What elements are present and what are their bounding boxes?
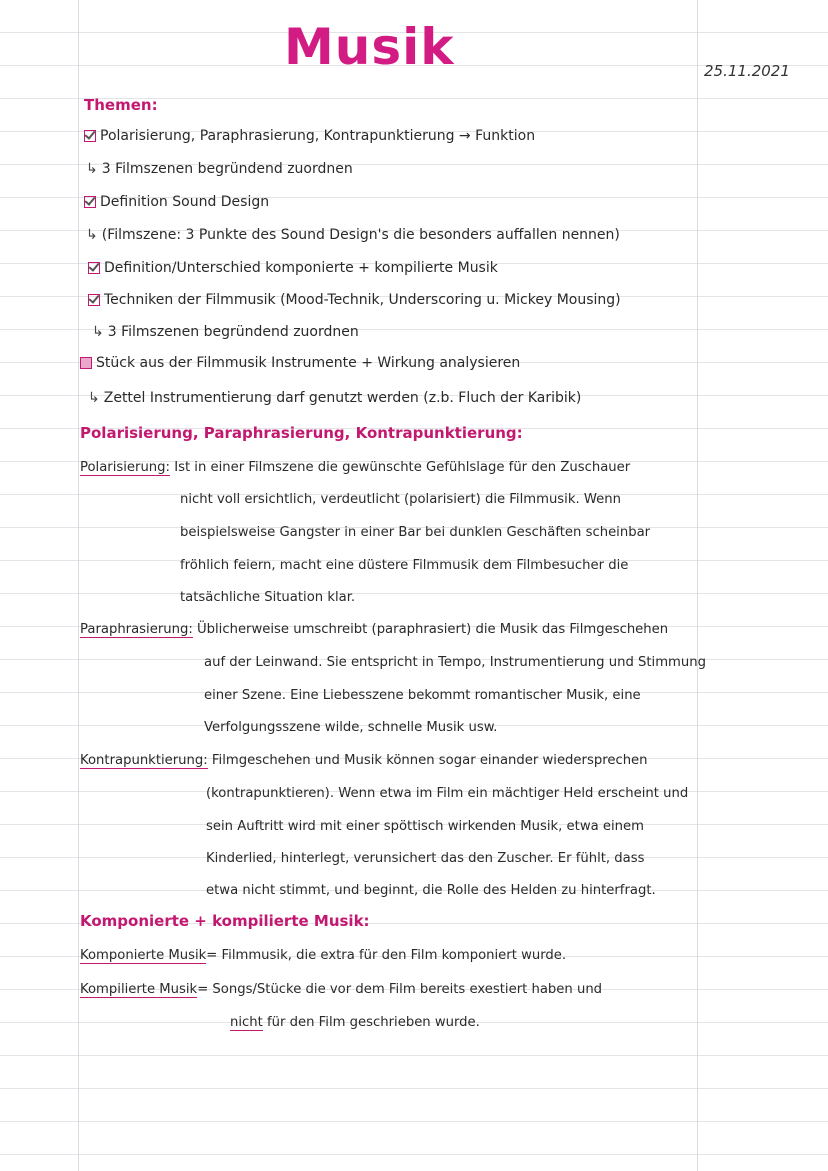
definition-line: Polarisierung: Ist in einer Filmszene die gewünschte Gefühlslage für den Zuschauer bbox=[80, 460, 631, 475]
definition-line: beispielsweise Gangster in einer Bar bei dunklen Geschäften scheinbar bbox=[180, 525, 651, 540]
themen-item: ↳ 3 Filmszenen begründend zuordnen bbox=[86, 161, 353, 177]
definition-line: Kinderlied, hinterlegt, verunsichert das den Zuscher. Er fühlt, dass bbox=[206, 851, 645, 866]
themen-item: Definition Sound Design bbox=[84, 194, 269, 210]
themen-heading: Themen: bbox=[84, 96, 158, 114]
themen-item: Definition/Unterschied komponierte + kompilierte Musik bbox=[88, 260, 498, 276]
arrow-return-icon: ↳ bbox=[88, 390, 100, 406]
checkbox-checked-icon bbox=[84, 130, 96, 142]
themen-item: ↳ Zettel Instrumentierung darf genutzt werden (z.b. Fluch der Karibik) bbox=[88, 390, 582, 406]
themen-item: ↳ (Filmszene: 3 Punkte des Sound Design's die besonders auffallen nennen) bbox=[86, 227, 620, 243]
checkbox-checked-icon bbox=[84, 196, 96, 208]
definition-line: auf der Leinwand. Sie entspricht in Tempo, Instrumentierung und Stimmung bbox=[204, 655, 706, 670]
themen-item: Techniken der Filmmusik (Mood-Technik, Underscoring u. Mickey Mousing) bbox=[88, 292, 621, 308]
note-date: 25.11.2021 bbox=[704, 62, 790, 80]
definition-line: einer Szene. Eine Liebesszene bekommt romantischer Musik, eine bbox=[204, 688, 641, 703]
definition-line: Paraphrasierung: Üblicherweise umschreibt (paraphrasiert) die Musik das Filmgeschehen bbox=[80, 622, 669, 637]
checkbox-checked-icon bbox=[88, 294, 100, 306]
arrow-return-icon: ↳ bbox=[86, 227, 98, 243]
term-kontrapunktierung: Kontrapunktierung: bbox=[80, 753, 208, 768]
emphasis-nicht: nicht bbox=[230, 1015, 263, 1030]
term-polarisierung: Polarisierung: bbox=[80, 460, 170, 475]
themen-item: Polarisierung, Paraphrasierung, Kontrapunktierung → Funktion bbox=[84, 128, 535, 144]
definition-line: Verfolgungsszene wilde, schnelle Musik usw. bbox=[204, 720, 498, 735]
term-kompilierte-musik: Kompilierte Musik bbox=[80, 982, 198, 997]
term-paraphrasierung: Paraphrasierung: bbox=[80, 622, 193, 637]
themen-item: ↳ 3 Filmszenen begründend zuordnen bbox=[92, 324, 359, 340]
arrow-return-icon: ↳ bbox=[92, 324, 104, 340]
arrow-return-icon: ↳ bbox=[86, 161, 98, 177]
definition-line: nicht für den Film geschrieben wurde. bbox=[230, 1015, 480, 1030]
definition-line: etwa nicht stimmt, und beginnt, die Rolle des Helden zu hinterfragt. bbox=[206, 883, 656, 898]
section-heading: Polarisierung, Paraphrasierung, Kontrapunktierung: bbox=[80, 424, 523, 442]
term-komponierte-musik: Komponierte Musik bbox=[80, 948, 207, 963]
definition-line: Kontrapunktierung: Filmgeschehen und Musik können sogar einander wiedersprechen bbox=[80, 753, 648, 768]
section-heading: Komponierte + kompilierte Musik: bbox=[80, 912, 370, 930]
definition-line: Kompilierte Musik= Songs/Stücke die vor dem Film bereits exestiert haben und bbox=[80, 982, 603, 997]
definition-line: fröhlich feiern, macht eine düstere Filmmusik dem Filmbesucher die bbox=[180, 558, 629, 573]
checkbox-checked-icon bbox=[88, 262, 100, 274]
themen-item: Stück aus der Filmmusik Instrumente + Wirkung analysieren bbox=[80, 355, 520, 371]
definition-line: sein Auftritt wird mit einer spöttisch wirkenden Musik, etwa einem bbox=[206, 819, 644, 834]
definition-line: Komponierte Musik= Filmmusik, die extra für den Film komponiert wurde. bbox=[80, 948, 567, 963]
definition-line: (kontrapunktieren). Wenn etwa im Film ein mächtiger Held erscheint und bbox=[206, 786, 689, 801]
page-title: Musik bbox=[284, 18, 455, 76]
checkbox-empty-icon bbox=[80, 357, 92, 369]
definition-line: nicht voll ersichtlich, verdeutlicht (polarisiert) die Filmmusik. Wenn bbox=[180, 492, 621, 507]
definition-line: tatsächliche Situation klar. bbox=[180, 590, 356, 605]
